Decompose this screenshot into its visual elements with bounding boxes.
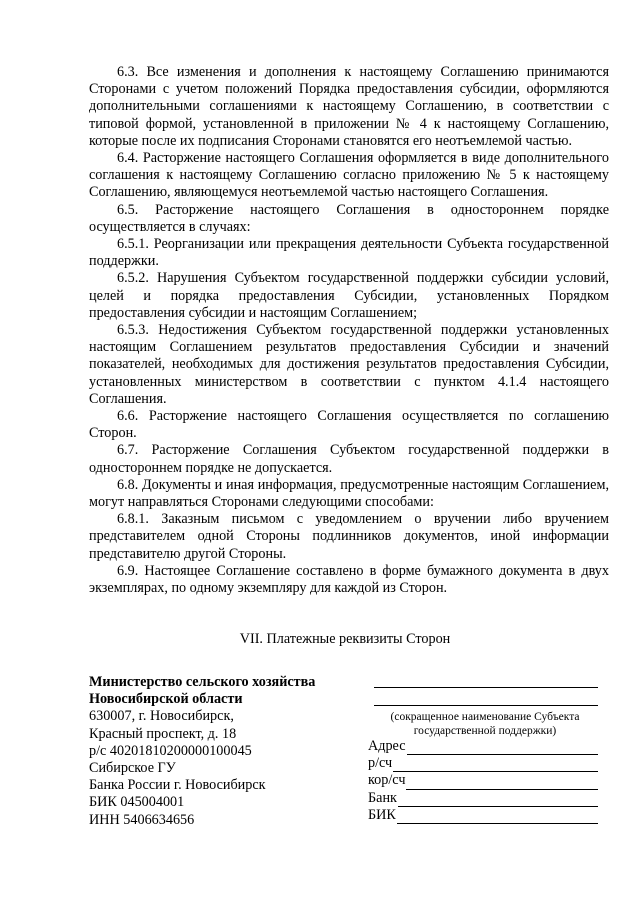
ministry-name-line1: Министерство сельского хозяйства: [89, 674, 316, 690]
agreement-body: [89, 64, 609, 597]
paragraph-6-5-1: 6.5.1. Реорганизации или прекращения деятельности Субъекта государственной поддержки.: [89, 236, 609, 270]
subject-name-line-1: [374, 674, 598, 688]
subject-bik-label: БИК: [368, 806, 396, 823]
paragraph-6-8-1: 6.8.1. Заказным письмом с уведомлением о вручении либо вручением представителем одной Стороны подлинников документов, иной информации представителю другой Стороны.: [89, 511, 609, 562]
section-title: VII. Платежные реквизиты Сторон: [239, 631, 451, 647]
paragraph-6-4: 6.4. Расторжение настоящего Соглашения оформляется в виде дополнительного соглашения к настоящему Соглашению согласно приложению № 5 к настоящему Соглашению, являющемуся неотъемлемой частью настоящего Соглашения.: [89, 150, 609, 201]
ministry-bank-name: Банка России г. Новосибирск: [89, 777, 266, 794]
ministry-bank-branch: Сибирское ГУ: [89, 760, 176, 777]
paragraph-6-8: 6.8. Документы и иная информация, предусмотренные настоящим Соглашением, могут направляться Сторонами следующими способами:: [89, 476, 609, 511]
subject-bik-field: [368, 807, 602, 824]
paragraph-6-9: 6.9. Настоящее Соглашение составлено в форме бумажного документа в двух экземплярах, по одному экземпляру для каждой из Сторон.: [89, 562, 609, 597]
subject-name-line-2: [374, 692, 598, 706]
subject-details: [368, 674, 602, 824]
paragraph-6-5-3: 6.5.3. Недостижения Субъектом государственной поддержки установленных настоящим Соглашением результатов предоставления Субсидии и значений показателей, необходимых для достижения результатов предоставления Субсидии, установленных министерством в соответствии с пунктом 4.1.4 настоящего Соглашения.: [89, 322, 609, 407]
paragraph-6-6: 6.6. Расторжение настоящего Соглашения осуществляется по соглашению Сторон.: [89, 408, 609, 442]
subject-corr-account-label: кор/сч: [368, 772, 406, 789]
subject-bank-line: [398, 793, 598, 807]
subject-account-line: [393, 758, 598, 772]
ministry-account: р/с 40201810200000100045: [89, 742, 252, 759]
subject-bank-field: [368, 790, 602, 807]
paragraph-6-5-2: 6.5.2. Нарушения Субъектом государственной поддержки субсидии условий, целей и порядка предоставления Субсидии, установленных Порядком предоставления субсидии и настоящим Соглашением;: [89, 270, 609, 321]
ministry-details: [89, 674, 359, 829]
subject-caption-line1: (сокращенное наименование Субъекта: [390, 711, 580, 723]
subject-corr-account-field: [368, 772, 602, 789]
subject-bank-label: Банк: [368, 789, 397, 806]
subject-caption: [368, 710, 602, 738]
paragraph-6-3: 6.3. Все изменения и дополнения к настоящему Соглашению принимаются Сторонами с учетом положений Порядка предоставления субсидии, оформляются дополнительными соглашениями к настоящему Соглашению, в соответствии с типовой формой, установленной в приложении № 4 к настоящему Соглашению, которые после их подписания Сторонами становятся его неотъемлемой частью.: [89, 64, 609, 149]
ministry-name-line2: Новосибирской области: [89, 691, 243, 708]
subject-address-field: [368, 738, 602, 755]
ministry-address-line2: Красный проспект, д. 18: [89, 725, 237, 742]
subject-corr-account-line: [406, 776, 598, 790]
subject-account-label: р/сч: [368, 755, 393, 772]
subject-account-field: [368, 755, 602, 772]
paragraph-6-5: 6.5. Расторжение настоящего Соглашения в одностороннем порядке осуществляется в случаях:: [89, 201, 609, 235]
ministry-bik: БИК 045004001: [89, 794, 185, 811]
subject-address-line: [407, 741, 598, 755]
subject-bik-line: [397, 810, 598, 824]
subject-address-label: Адрес: [368, 737, 406, 754]
paragraph-6-7: 6.7. Расторжение Соглашения Субъектом государственной поддержки в одностороннем порядке не допускается.: [89, 442, 609, 476]
ministry-address-line1: 630007, г. Новосибирск,: [89, 708, 234, 725]
subject-caption-line2: государственной поддержки): [413, 725, 557, 737]
ministry-inn: ИНН 5406634656: [89, 811, 195, 828]
